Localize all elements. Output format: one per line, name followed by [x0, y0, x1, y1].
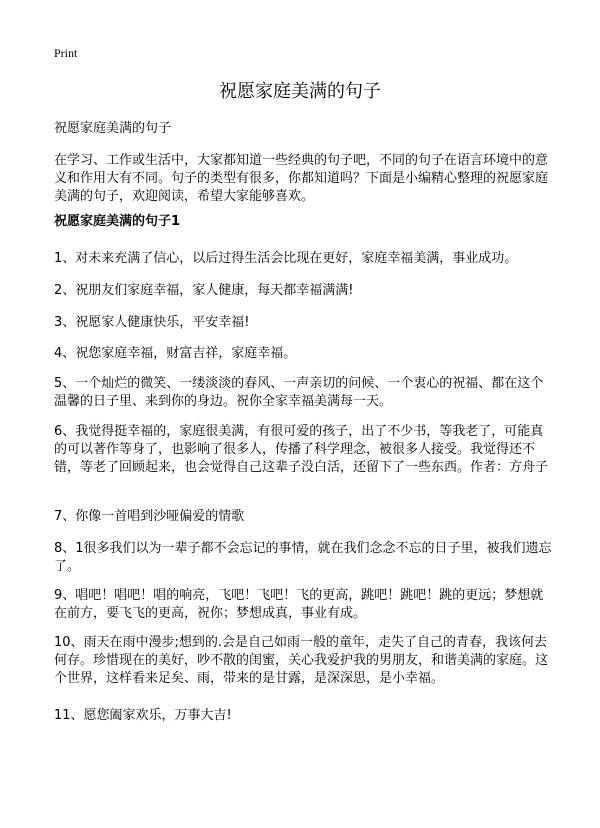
document-subtitle: 祝愿家庭美满的句子 [54, 121, 172, 136]
list-item: 5、一个灿烂的微笑、一缕淡淡的春风、一声亲切的问候、一个衷心的祝福、都在这个温馨的日子里、来到你的身边。祝你全家幸福美满每一天。 [54, 376, 544, 409]
list-item: 2、祝朋友们家庭幸福，家人健康，每天都幸福满满! [54, 283, 354, 298]
intro-paragraph: 在学习、工作或生活中，大家都知道一些经典的句子吧，不同的句子在语言环境中的意义和作用大有不同。句子的类型有很多，你都知道吗？下面是小编精心整理的祝愿家庭美满的句子，欢迎阅读，希望大家能够喜欢。 [54, 153, 549, 204]
list-item: 9、唱吧！唱吧！唱的响亮，飞吧！飞吧！飞的更高，跳吧！跳吧！跳的更远；梦想就在前方，要飞飞的更高，祝你；梦想成真，事业有成。 [54, 588, 544, 621]
list-item: 6、我觉得挺幸福的，家庭很美满，有很可爱的孩子，出了不少书，等我老了，可能真的可以著作等身了，也影响了很多人，传播了科学理念，被很多人接受。我觉得还不错，等老了回顾起来，也会觉得自己这辈子没白活，还留下了一些东西。作者：方舟子 [54, 424, 549, 475]
list-item: 7、你像一首唱到沙哑偏爱的情歌 [54, 509, 245, 524]
list-item: 11、愿您阖家欢乐，万事大吉! [54, 708, 232, 723]
list-item: 10、雨天在雨中漫步;想到的.会是自己如雨一般的童年，走失了自己的青春，我该何去何存。珍惜现在的美好，吵不散的闺蜜，关心我爱护我的男朋友，和谐美满的家庭。这个世界，这样看来足矣、雨，带来的是甘露，是深深思，是小幸福。 [54, 635, 549, 686]
page-title: 祝愿家庭美满的句子 [219, 81, 381, 102]
list-item: 4、祝您家庭幸福，财富吉祥，家庭幸福。 [54, 346, 297, 361]
list-item: 1、对未来充满了信心，以后过得生活会比现在更好，家庭幸福美满，事业成功。 [54, 251, 518, 266]
list-item: 8、1很多我们以为一辈子都不会忘记的事情，就在我们念念不忘的日子里，被我们遗忘了。 [54, 541, 552, 574]
list-item: 3、祝愿家人健康快乐，平安幸福! [54, 315, 250, 330]
print-link[interactable]: Print [54, 46, 78, 60]
section-heading: 祝愿家庭美满的句子1 [54, 214, 181, 229]
